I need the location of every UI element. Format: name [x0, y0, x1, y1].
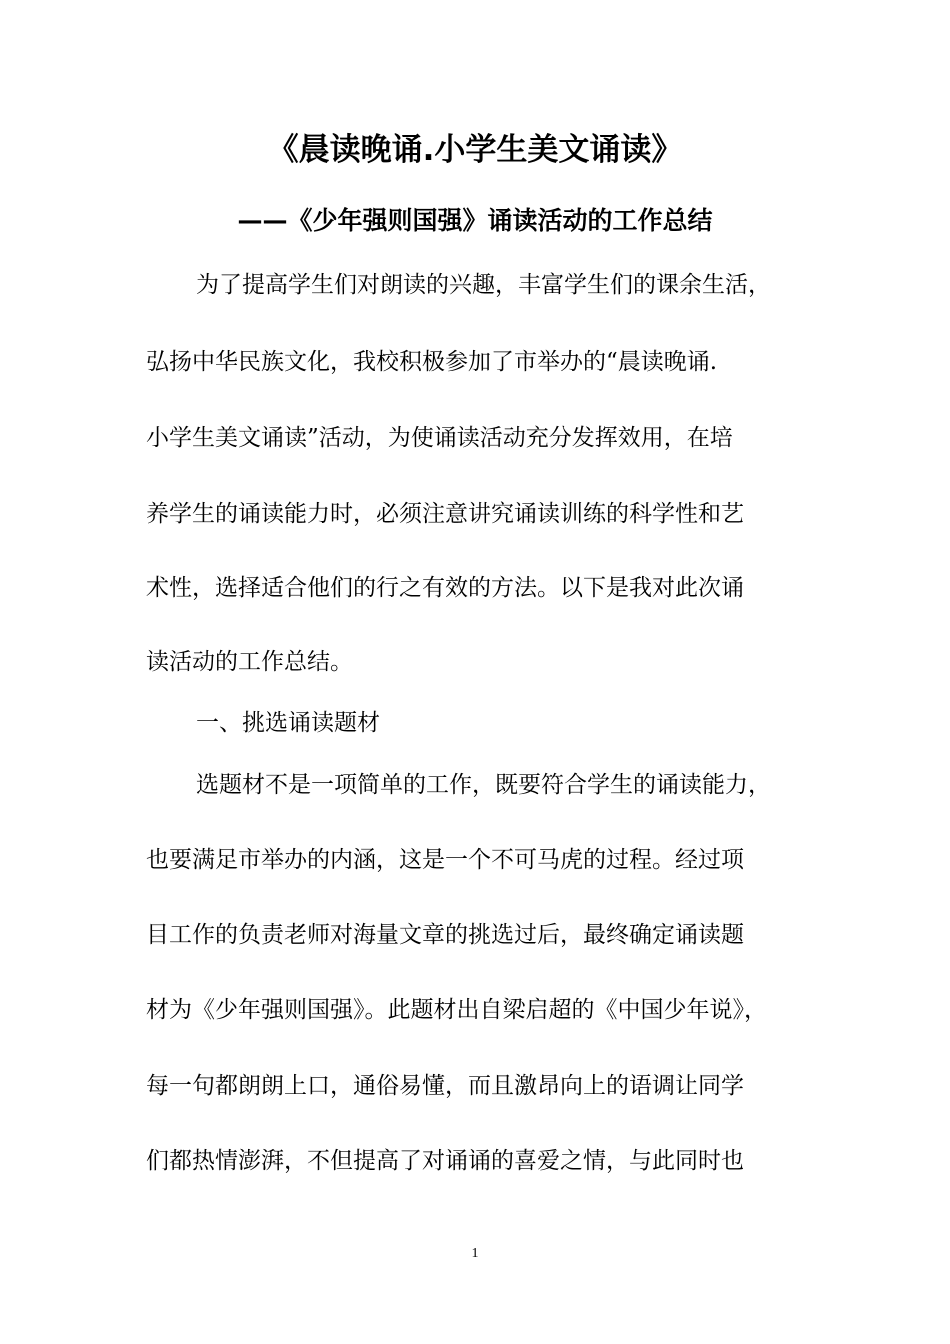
document-title: 《晨读晚诵.小学生美文诵读》	[267, 132, 683, 168]
text-line: 读活动的工作总结。	[146, 649, 353, 675]
text-line: 也要满足市举办的内涵，这是一个不可马虎的过程。经过项	[146, 847, 744, 873]
text-line: 每一句都朗朗上口，通俗易懂，而且激昂向上的语调让同学	[146, 1073, 744, 1099]
text-line: 选题材不是一项简单的工作，既要符合学生的诵读能力，	[196, 772, 771, 798]
section-heading: 一、挑选诵读题材	[196, 710, 380, 736]
document-subtitle: ——《少年强则国强》诵读活动的工作总结	[237, 206, 713, 235]
text-line: 术性，选择适合他们的行之有效的方法。以下是我对此次诵	[146, 575, 744, 601]
text-line: 小学生美文诵读”活动，为使诵读活动充分发挥效用，在培	[146, 425, 733, 451]
text-line: 为了提高学生们对朗读的兴趣，丰富学生们的课余生活，	[196, 272, 771, 298]
text-line: 养学生的诵读能力时，必须注意讲究诵读训练的科学性和艺	[146, 501, 744, 527]
text-line: 材为《少年强则国强》。此题材出自梁启超的《中国少年说》，	[146, 997, 767, 1023]
text-line: 们都热情澎湃，不但提高了对诵诵的喜爱之情，与此同时也	[146, 1148, 744, 1174]
page-number: 1	[471, 1246, 479, 1261]
text-line: 弘扬中华民族文化，我校积极参加了市举办的“晨读晚诵.	[146, 349, 718, 375]
text-line: 目工作的负责老师对海量文章的挑选过后，最终确定诵读题	[146, 922, 744, 948]
